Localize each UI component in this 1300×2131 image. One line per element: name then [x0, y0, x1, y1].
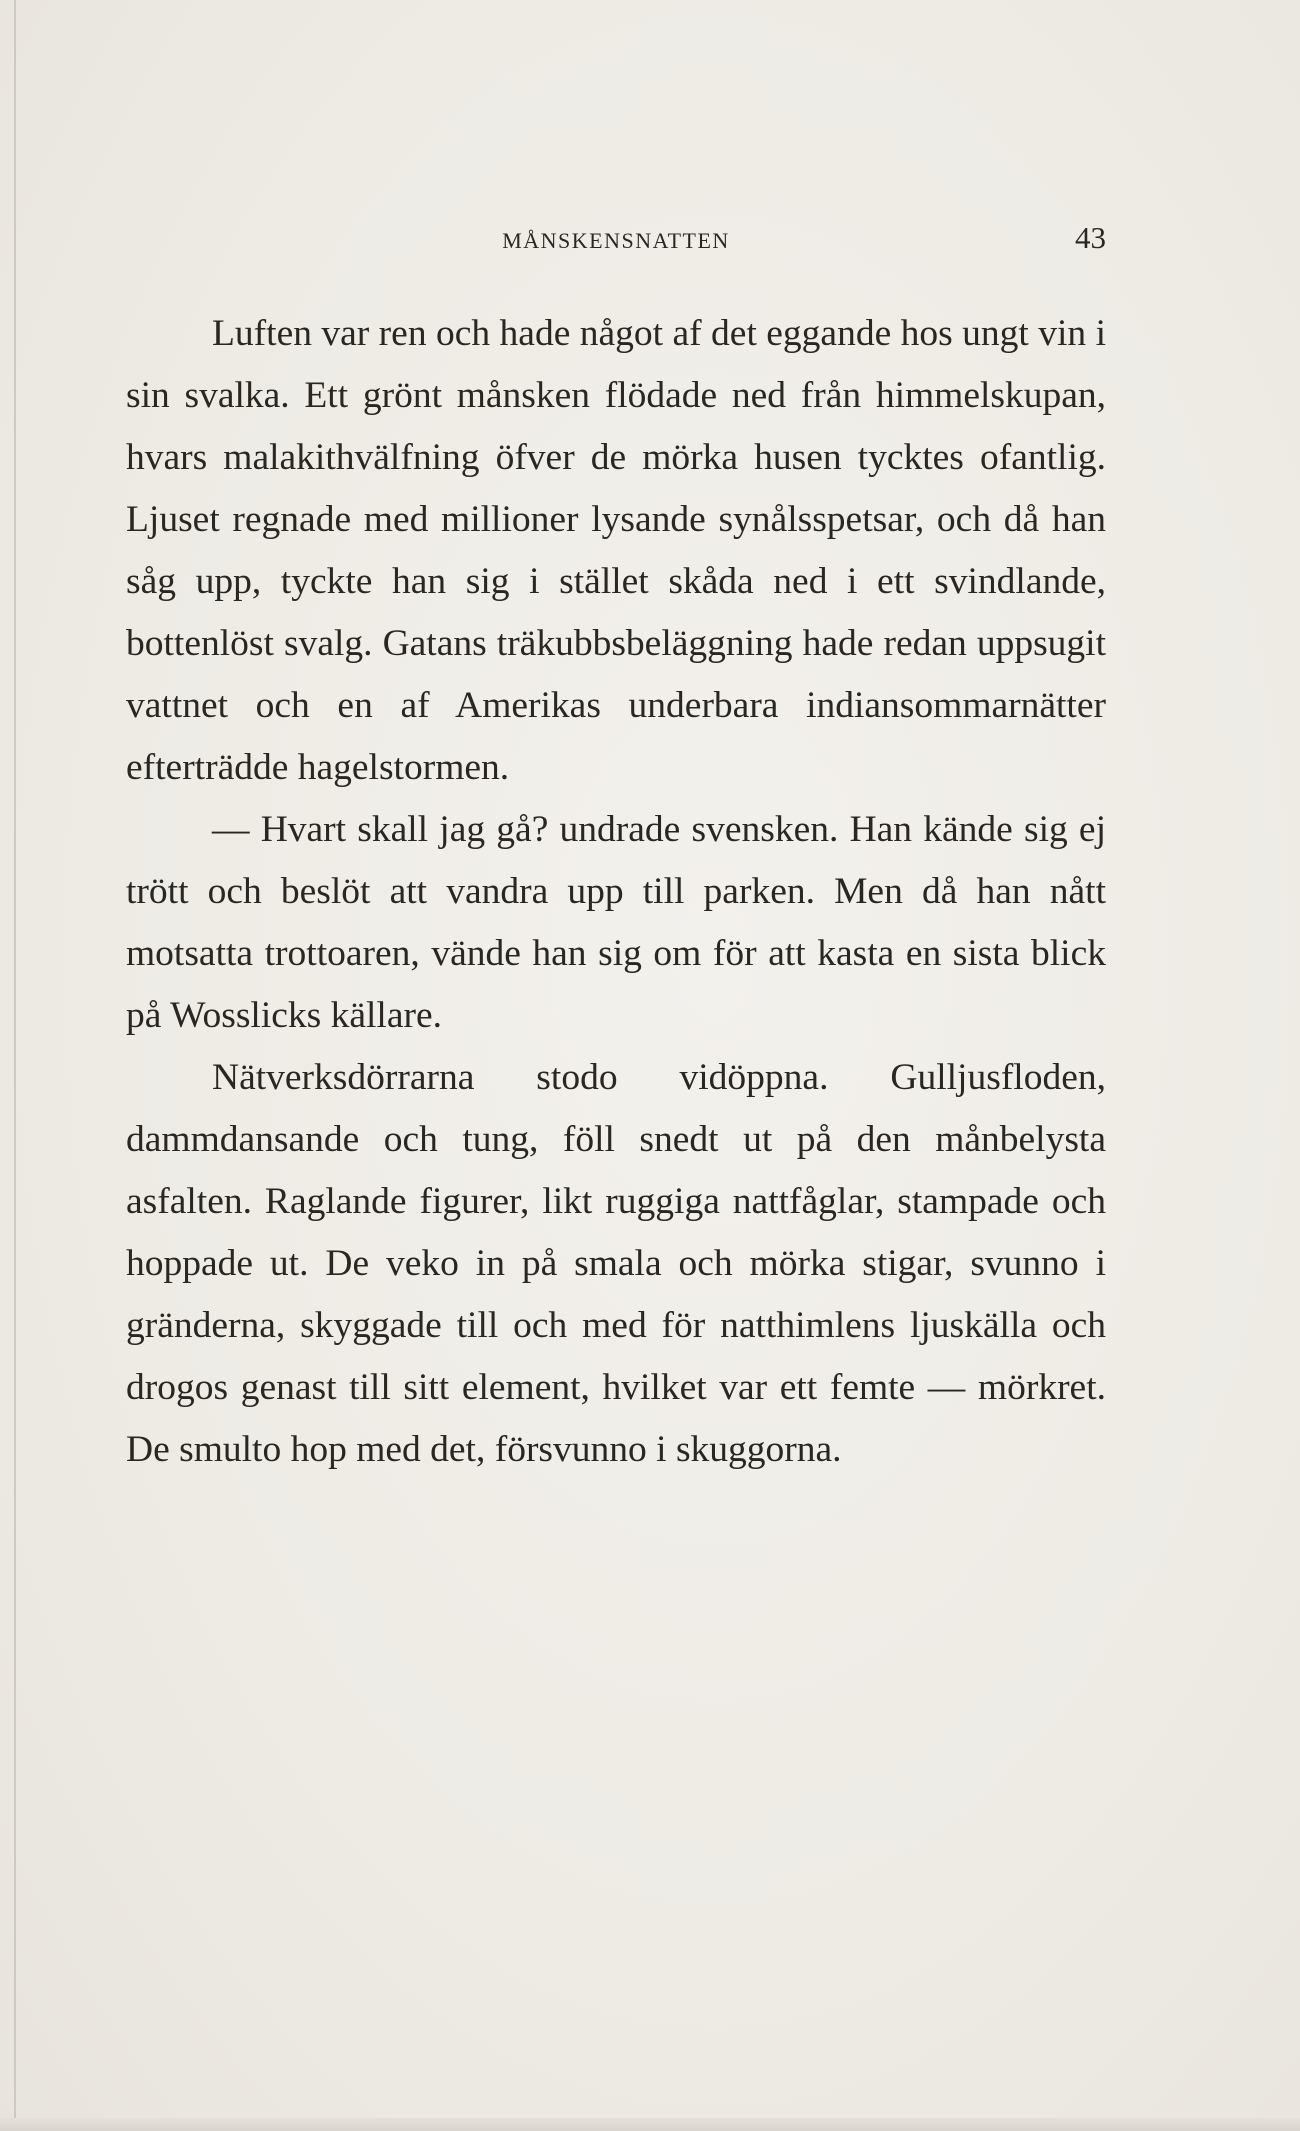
page-number: 43 — [1075, 220, 1106, 255]
body-text — [126, 303, 1106, 1481]
page-edge-bottom — [0, 2118, 1300, 2131]
paragraph: Nätverksdörrarna stodo vidöppna. Gulljusfloden, dammdansande och tung, föll snedt ut på den månbelysta asfalten. Raglande figurer, likt ruggiga nattfåglar, stampade och hoppade ut. De veko in på smala och mörka stigar, svunno i gränderna, skyggade till och med för natthimlens ljuskälla och drogos genast till sitt element, hvilket var ett femte — mörkret. De smulto hop med det, försvunno i skuggorna. — [126, 1057, 1106, 1470]
paragraph: Luften var ren och hade något af det eggande hos ungt vin i sin svalka. Ett grönt månsken flödade ned från himmelskupan, hvars malakithvälfning öfver de mörka husen tycktes ofantlig. Ljuset regnade med millioner lysande synålsspetsar, och då han såg upp, tyckte han sig i stället skåda ned i ett svindlande, bottenlöst svalg. Gatans träkubbsbeläggning hade redan uppsugit vattnet och en af Amerikas underbara indiansommarnätter efterträdde hagelstormen. — [126, 313, 1106, 788]
paragraph: — Hvart skall jag gå? undrade svensken. Han kände sig ej trött och beslöt att vandra upp till parken. Men då han nått motsatta trottoaren, vände han sig om för att kasta en sista blick på Wosslicks källare. — [126, 809, 1106, 1036]
page-edge-left — [14, 0, 16, 2131]
page-header — [126, 220, 1106, 260]
running-title: MÅNSKENSNATTEN — [502, 228, 730, 253]
